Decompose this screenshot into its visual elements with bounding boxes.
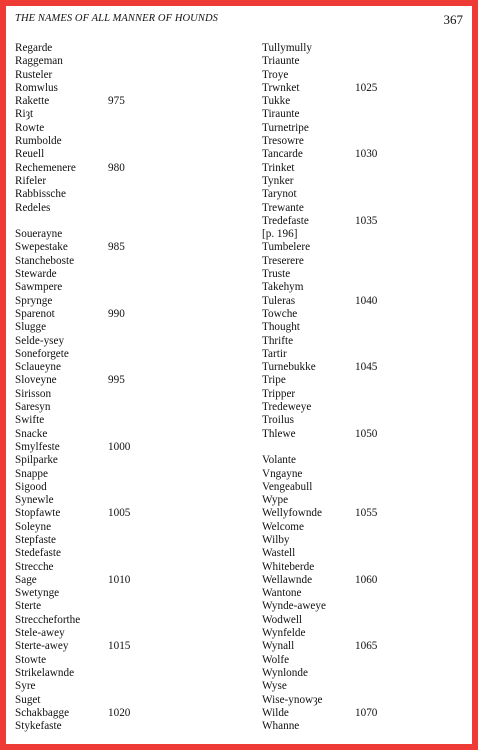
- hound-name-row: [262, 534, 462, 547]
- line-number: 1040: [355, 294, 378, 307]
- hound-name: Vngayne: [262, 467, 303, 480]
- hound-name: Wellawnde: [262, 573, 313, 586]
- hound-name-row: [15, 175, 215, 188]
- hound-name-row: [262, 241, 462, 254]
- hound-name: Wise-ynowȝe: [262, 693, 323, 706]
- line-number: 985: [108, 241, 125, 254]
- hound-name-row: [262, 228, 462, 241]
- hound-name-row: [262, 268, 462, 281]
- hound-name-row: [262, 122, 462, 135]
- hound-name: Tynker: [262, 174, 294, 187]
- hound-name-row: [15, 507, 215, 520]
- hound-name: Tancarde: [262, 148, 303, 161]
- hound-name-row: [262, 494, 462, 507]
- hound-name-row: [15, 228, 215, 241]
- hound-name: Sage: [15, 573, 37, 586]
- hound-name: Smylfeste: [15, 440, 60, 453]
- hound-name-row: [262, 547, 462, 560]
- hound-name: Saresyn: [15, 401, 51, 414]
- hound-name-row: [15, 135, 215, 148]
- hound-name-row: [262, 414, 462, 427]
- hound-name: Tullymully: [262, 42, 312, 54]
- hound-name-row: [262, 481, 462, 494]
- hound-name: Sawmpere: [15, 281, 63, 294]
- hound-name-row: [262, 587, 462, 600]
- hound-name: Reuell: [15, 148, 45, 161]
- hound-name: Wolfe: [262, 653, 290, 666]
- hound-name-row: [15, 401, 215, 414]
- hound-name-row: [262, 202, 462, 215]
- hound-name-row: [262, 441, 462, 454]
- line-number: 1030: [355, 148, 378, 161]
- line-number: 1050: [355, 427, 378, 440]
- line-number: 1005: [108, 507, 131, 520]
- hound-name: Swetynge: [15, 587, 60, 600]
- hound-name: Suget: [15, 693, 41, 706]
- hound-name-row: [262, 361, 462, 374]
- hound-name-row: [15, 547, 215, 560]
- hound-name-row: [262, 295, 462, 308]
- hound-name-row: [15, 281, 215, 294]
- hound-name: Swepestake: [15, 241, 68, 254]
- hound-name-row: [262, 335, 462, 348]
- hound-name: Regarde: [15, 42, 53, 54]
- hound-name-row: [262, 521, 462, 534]
- hound-name: Tresowre: [262, 135, 304, 148]
- hound-name-row: [262, 428, 462, 441]
- hound-name: Swifte: [15, 414, 45, 427]
- hound-name: Tredefaste: [262, 214, 309, 227]
- hound-name: Wynfelde: [262, 627, 306, 640]
- line-number: 1070: [355, 706, 378, 719]
- line-number: 1045: [355, 361, 378, 374]
- hound-name-row: [262, 454, 462, 467]
- line-number: 1025: [355, 81, 378, 94]
- hound-name: Stancheboste: [15, 254, 75, 267]
- hound-name: Trewante: [262, 201, 304, 214]
- hound-name: Tuleras: [262, 294, 296, 307]
- hound-name-row: [262, 374, 462, 387]
- line-number: 975: [108, 95, 125, 108]
- hound-name-row: [15, 534, 215, 547]
- hound-name-row: [262, 561, 462, 574]
- hound-name-row: [262, 627, 462, 640]
- line-number: 1035: [355, 214, 378, 227]
- hound-name-row: [262, 108, 462, 121]
- hound-name: Wyse: [262, 680, 287, 693]
- hound-name: Streccheforthe: [15, 613, 81, 626]
- hound-name-row: [262, 135, 462, 148]
- book-page: [6, 6, 472, 744]
- hound-name: Stewarde: [15, 268, 57, 281]
- hound-name-row: [15, 720, 215, 733]
- hound-name: Troye: [262, 68, 289, 81]
- hound-name: Synewle: [15, 494, 54, 507]
- hound-name: Trinket: [262, 161, 295, 174]
- page-number: 367: [443, 12, 463, 27]
- hound-name: Sterte: [15, 600, 42, 613]
- hound-name: Sigood: [15, 480, 47, 493]
- hound-name: Stedefaste: [15, 547, 61, 560]
- line-number: 995: [108, 374, 125, 387]
- hound-name-row: [262, 507, 462, 520]
- hound-name-row: [15, 69, 215, 82]
- hound-name-row: [15, 654, 215, 667]
- hound-name-row: [15, 694, 215, 707]
- hound-name: Stopfawte: [15, 507, 61, 520]
- hound-name: Towche: [262, 307, 298, 320]
- hound-name-row: [15, 308, 215, 321]
- hound-name-row: [262, 175, 462, 188]
- hound-name: Troilus: [262, 414, 294, 427]
- hound-name-row: [262, 188, 462, 201]
- hound-name: Turnebukke: [262, 361, 316, 374]
- hound-name: Takehym: [262, 281, 304, 294]
- hound-name-row: [262, 321, 462, 334]
- hound-name-row: [262, 215, 462, 228]
- hound-name-row: [262, 308, 462, 321]
- hound-name-row: [15, 95, 215, 108]
- hound-name-row: [15, 388, 215, 401]
- hound-name-row: [262, 667, 462, 680]
- hound-name-row: [15, 215, 215, 228]
- hound-name: Stepfaste: [15, 533, 57, 546]
- hound-name-row: [15, 667, 215, 680]
- hound-name-row: [262, 707, 462, 720]
- hound-name: Stowte: [15, 653, 47, 666]
- hound-name-row: [15, 587, 215, 600]
- hound-name: Wynde-aweye: [262, 600, 326, 613]
- hound-name: Wype: [262, 494, 289, 507]
- hound-name-row: [15, 321, 215, 334]
- hound-name-row: [262, 614, 462, 627]
- hound-name-row: [15, 521, 215, 534]
- hound-name-row: [262, 600, 462, 613]
- hound-name: Wynall: [262, 640, 295, 653]
- hound-name: Sirisson: [15, 387, 52, 400]
- hound-name-row: [15, 188, 215, 201]
- hound-name-row: [262, 468, 462, 481]
- hound-name-row: [15, 374, 215, 387]
- hound-name: Whanne: [262, 720, 300, 733]
- hound-name: Tredeweye: [262, 401, 312, 414]
- hound-name: Sloveyne: [15, 374, 57, 387]
- line-number: 1000: [108, 440, 131, 453]
- hound-name-row: [262, 55, 462, 68]
- hound-name: Sparenot: [15, 307, 55, 320]
- hound-name: Syre: [15, 680, 36, 693]
- hound-name-row: [262, 281, 462, 294]
- hound-name-row: [15, 148, 215, 161]
- line-number: 990: [108, 307, 125, 320]
- hound-name: Tiraunte: [262, 108, 300, 121]
- hound-name: Sprynge: [15, 294, 53, 307]
- hound-name: [p. 196]: [262, 228, 298, 241]
- hound-name-row: [15, 55, 215, 68]
- hound-name-row: [15, 361, 215, 374]
- hound-name-row: [15, 241, 215, 254]
- hound-name: Rusteler: [15, 68, 53, 81]
- hound-name-row: [15, 414, 215, 427]
- hound-name-row: [15, 468, 215, 481]
- hound-name: Thought: [262, 321, 300, 334]
- hound-name: Sterte-awey: [15, 640, 69, 653]
- hound-name-row: [15, 494, 215, 507]
- hound-name: Strecche: [15, 560, 54, 573]
- hound-name-row: [15, 335, 215, 348]
- hound-name: Souerayne: [15, 228, 63, 241]
- line-number: 1010: [108, 573, 131, 586]
- hound-name-row: [15, 122, 215, 135]
- hound-name-row: [262, 388, 462, 401]
- hound-name: Tumbelere: [262, 241, 311, 254]
- hound-name: Wantone: [262, 587, 302, 600]
- line-number: 1055: [355, 507, 378, 520]
- hound-name: Volante: [262, 454, 296, 467]
- hound-name-row: [15, 707, 215, 720]
- hound-name-row: [15, 614, 215, 627]
- hound-name-row: [262, 680, 462, 693]
- hound-name: Tarynot: [262, 188, 297, 201]
- hound-name-row: [15, 441, 215, 454]
- hound-name-row: [262, 148, 462, 161]
- hound-name-row: [15, 680, 215, 693]
- hound-name-row: [262, 69, 462, 82]
- hound-name: Snacke: [15, 427, 48, 440]
- hound-name: Turnetripe: [262, 121, 309, 134]
- hound-name-row: [15, 348, 215, 361]
- hound-name: Spilparke: [15, 454, 58, 467]
- hound-name: Wilby: [262, 533, 290, 546]
- hound-name: Rifeler: [15, 174, 47, 187]
- hound-name: Tukke: [262, 95, 291, 108]
- hound-name: Strikelawnde: [15, 666, 75, 679]
- hound-name-row: [15, 108, 215, 121]
- hound-name-row: [262, 401, 462, 414]
- hound-name: Soneforgete: [15, 347, 69, 360]
- hound-name: Vengeabull: [262, 480, 313, 493]
- hound-name: Rakette: [15, 95, 50, 108]
- hound-name: Romwlus: [15, 81, 58, 94]
- line-number: 980: [108, 161, 125, 174]
- hound-name: Slugge: [15, 321, 47, 334]
- hound-name: Wilde: [262, 706, 289, 719]
- running-header: THE NAMES OF ALL MANNER OF HOUNDS: [15, 13, 218, 24]
- hound-name: Wynlonde: [262, 666, 308, 679]
- hound-name-row: [262, 574, 462, 587]
- hound-name-row: [15, 268, 215, 281]
- hound-name: Rowte: [15, 121, 45, 134]
- hound-name: Soleyne: [15, 520, 52, 533]
- hound-name-row: [262, 720, 462, 733]
- line-number: 1060: [355, 573, 378, 586]
- hound-name-row: [15, 574, 215, 587]
- hound-name: Wellyfownde: [262, 507, 322, 520]
- right-name-column: [262, 42, 462, 733]
- hound-name: Stele-awey: [15, 627, 65, 640]
- hound-name: Stykefaste: [15, 720, 62, 733]
- hound-name: Thrifte: [262, 334, 294, 347]
- line-number: 1015: [108, 640, 131, 653]
- hound-name: Tripe: [262, 374, 286, 387]
- hound-name: Trwnket: [262, 81, 300, 94]
- hound-name: Rechemenere: [15, 161, 76, 174]
- hound-name-row: [15, 454, 215, 467]
- left-name-column: [15, 42, 215, 733]
- hound-name-row: [15, 82, 215, 95]
- hound-name: Triaunte: [262, 55, 300, 68]
- hound-name-row: [262, 95, 462, 108]
- hound-name: Wastell: [262, 547, 296, 560]
- hound-name-row: [262, 162, 462, 175]
- hound-name-row: [15, 202, 215, 215]
- hound-name-row: [262, 42, 462, 55]
- hound-name: Rumbolde: [15, 135, 62, 148]
- hound-name-row: [262, 694, 462, 707]
- line-number: 1020: [108, 706, 131, 719]
- hound-name: Redeles: [15, 201, 51, 214]
- hound-name-row: [15, 627, 215, 640]
- hound-name: Tartir: [262, 347, 287, 360]
- hound-name-row: [15, 481, 215, 494]
- hound-name: Welcome: [262, 520, 304, 533]
- hound-name: Selde-ysey: [15, 334, 65, 347]
- hound-name-row: [15, 428, 215, 441]
- hound-name: Riȝt: [15, 108, 34, 121]
- hound-name: Tripper: [262, 387, 296, 400]
- hound-name: Wodwell: [262, 613, 303, 626]
- hound-name: Truste: [262, 268, 291, 281]
- hound-name: Rabbissche: [15, 188, 66, 201]
- hound-name: Raggeman: [15, 55, 63, 68]
- hound-name-row: [262, 82, 462, 95]
- hound-name: Thlewe: [262, 427, 296, 440]
- hound-name-row: [15, 640, 215, 653]
- hound-name-row: [15, 295, 215, 308]
- hound-name-row: [262, 255, 462, 268]
- hound-name: Sclaueyne: [15, 361, 61, 374]
- hound-name: Whiteberde: [262, 560, 315, 573]
- hound-name-row: [15, 255, 215, 268]
- hound-name-row: [15, 600, 215, 613]
- hound-name-row: [15, 42, 215, 55]
- hound-name-row: [262, 654, 462, 667]
- hound-name-row: [15, 561, 215, 574]
- hound-name-row: [15, 162, 215, 175]
- hound-name: Snappe: [15, 467, 48, 480]
- line-number: 1065: [355, 640, 378, 653]
- hound-name-row: [262, 348, 462, 361]
- hound-name: Schakbagge: [15, 706, 70, 719]
- hound-name: Treserere: [262, 254, 304, 267]
- hound-name-row: [262, 640, 462, 653]
